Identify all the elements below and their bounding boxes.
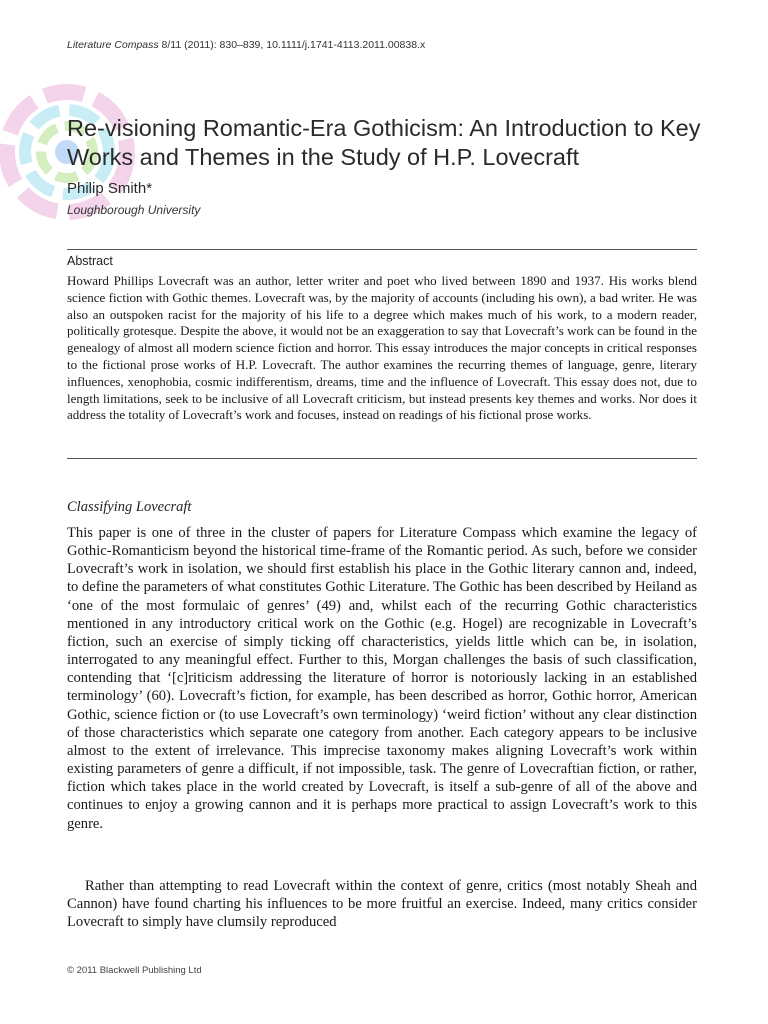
copyright-footer: © 2011 Blackwell Publishing Ltd (67, 965, 202, 976)
article-title: Re-visioning Romantic-Era Gothicism: An Introduction to Key Works and Themes in the Study of H.P. Lovecraft (67, 115, 701, 170)
journal-citation (67, 39, 425, 51)
author-affiliation: Loughborough University (67, 203, 201, 217)
body-paragraph-1: This paper is one of three in the cluster of papers for Literature Compass which examine the legacy of Gothic-Romanticism beyond the historical time-frame of the Romantic period. As such, before we consider Lovecraft’s work in isolation, we should first establish his place in the Gothic literary cannon and, indeed, to define the parameters of what constitutes Gothic Literature. The Gothic has been described by Heiland as ‘one of the most formulaic of genres’ (49) and, whilst each of the recurring Gothic characteristics mentioned in any introductory critical work on the Gothic (e.g. Hogel) are recognizable in Lovecraft’s fiction, such an exercise of simply ticking off characteristics, yields little which can be, in isolation, interrogated to any meaningful effect. Further to this, Morgan challenges the basis of such classification, contending that ‘[c]riticism addressing the literature of horror is notoriously lacking in an established terminology’ (60). Lovecraft’s fiction, for example, has been described as horror, Gothic horror, American Gothic, science fiction or (to use Lovecraft’s own terminology) ‘weird fiction’ without any clear distinction of those characteristics which separate one category from another. Each category appears to be inclusive almost to the extent of irrelevance. This imprecise taxonomy makes aligning Lovecraft’s work within existing parameters of genre a difficult, if not impossible, task. The genre of Lovecraftian fiction, or rather, fiction which takes place in the world created by Lovecraft, is itself a sub-genre of all of the above and continues to enjoy a growing cannon and it is perhaps more practical to assign Lovecraft’s work to this genre. (67, 525, 697, 832)
body-paragraph-2: Rather than attempting to read Lovecraft within the context of genre, critics (most notably Sheah and Cannon) have found charting his influences to be more fruitful an exercise. Indeed, many critics consider Lovecraft to simply have clumsily reproduced (67, 878, 697, 931)
abstract-heading: Abstract (67, 254, 113, 268)
journal-name: Literature Compass (67, 39, 159, 51)
abstract-text: Howard Phillips Lovecraft was an author, letter writer and poet who lived between 1890 and 1937. His works blend science fiction with Gothic themes. Lovecraft was, by the majority of accounts (including his own), a bad writer. He was also an outspoken racist for the majority of his life to a degree which makes much of his work, to a modern reader, politically grotesque. Despite the above, it would not be an exaggeration to say that Lovecraft’s work can be found in the genealogy of almost all modern science fiction and horror. This essay introduces the major concepts in critical responses to the fictional prose works of H.P. Lovecraft. The author examines the recurring themes of language, genre, literary influences, xenophobia, cosmic indifferentism, dreams, time and the influence of Lovecraft. This essay does not, due to length limitations, seek to be inclusive of all Lovecraft criticism, but instead presents key themes and works. Nor does it address the totality of Lovecraft’s work and focuses, instead on readings of his fictional prose works. (67, 273, 697, 423)
abstract-top-rule (67, 249, 697, 250)
author-name: Philip Smith* (67, 180, 153, 197)
abstract-bottom-rule (67, 458, 697, 459)
section-heading: Classifying Lovecraft (67, 499, 192, 515)
citation-details: 8/11 (2011): 830–839, 10.1111/j.1741-4113.2011.00838.x (158, 39, 426, 51)
